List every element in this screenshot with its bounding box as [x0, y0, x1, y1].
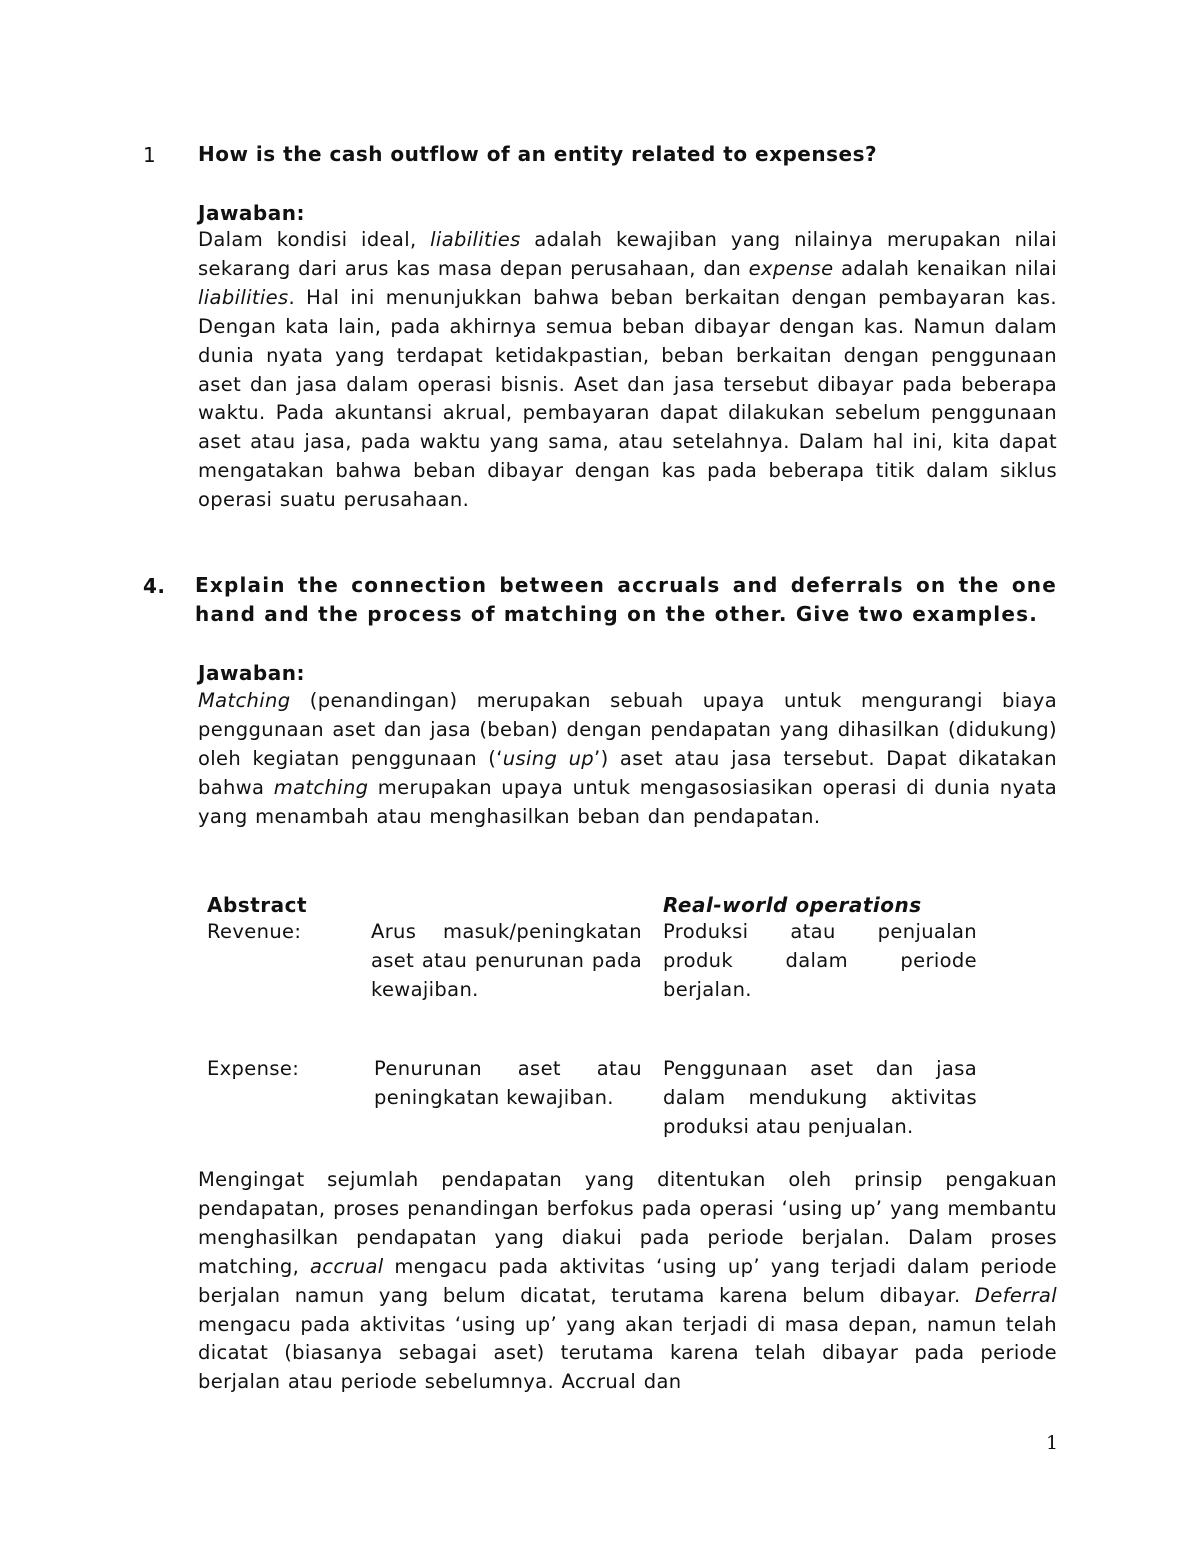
- table-row-expense-label: Expense:: [207, 1057, 300, 1080]
- closing-text: Mengingat sejumlah pendapatan yang ditentukan oleh prinsip pengakuan pendapatan, proses penandingan berfokus pada operasi ‘using up’ yang membantu menghasilkan pendapatan yang diakui pada periode berjalan. Dalam proses matching,: [198, 1168, 1057, 1278]
- table-header-real-world: Real-world operations: [663, 893, 922, 917]
- closing-paragraph: [198, 1166, 1057, 1397]
- answer-text-italic: liabilities: [198, 285, 289, 309]
- question-1-answer: [198, 226, 1057, 515]
- answer-text-italic: liabilities: [430, 228, 521, 251]
- table-header-abstract: Abstract: [207, 893, 308, 917]
- answer-text-italic: using up: [502, 746, 595, 770]
- table-row-revenue-abstract: Arus masuk/peningkatan aset atau penurunan pada kewajiban.: [371, 920, 642, 1001]
- answer-text: (penandingan) merupakan sebuah upaya untuk mengurangi biaya penggunaan aset dan jasa (beban) dengan pendapatan yang dihasilkan (didukung) oleh kegiatan penggunaan (‘: [198, 689, 1057, 770]
- page-number: 1: [1046, 1432, 1059, 1454]
- question-4-answer-label: Jawaban:: [198, 661, 305, 685]
- table-row-expense-abstract: Penurunan aset atau peningkatan kewajiban.: [374, 1057, 642, 1109]
- answer-text: ’) aset atau jasa tersebut. Dapat dikatakan bahwa: [198, 746, 1057, 799]
- table-row-revenue-label: Revenue:: [207, 920, 302, 943]
- closing-text: mengacu pada aktivitas ‘using up’ yang terjadi dalam periode berjalan namun yang belum dicatat, terutama karena belum dibayar.: [198, 1254, 1057, 1307]
- table-row-revenue-real: Produksi atau penjualan produk dalam periode berjalan.: [663, 920, 977, 1001]
- answer-text: merupakan upaya untuk mengasosiasikan operasi di dunia nyata yang menambah atau menghasilkan beban dan pendapatan.: [198, 775, 1058, 828]
- table-row-expense-real: Penggunaan aset dan jasa dalam mendukung aktivitas produksi atau penjualan.: [663, 1057, 977, 1138]
- closing-text-italic: accrual: [309, 1254, 384, 1278]
- question-1-answer-label: Jawaban:: [198, 201, 305, 225]
- question-4-answer: [198, 687, 1057, 832]
- question-1-number: 1: [143, 143, 157, 167]
- closing-text: mengacu pada aktivitas ‘using up’ yang akan terjadi di masa depan, namun telah dicatat (biasanya sebagai aset) terutama karena telah dibayar pada periode berjalan atau periode sebelumnya. Accrual dan: [198, 1312, 1057, 1394]
- answer-text: Dalam kondisi ideal,: [198, 228, 431, 251]
- question-1-title: How is the cash outflow of an entity related to expenses?: [198, 142, 878, 166]
- answer-text: . Hal ini menunjukkan bahwa beban berkaitan dengan pembayaran kas. Dengan kata lain, pada akhirnya semua beban dibayar dengan kas. Namun dalam dunia nyata yang terdapat ketidakpastian, beban berkaitan dengan penggunaan aset dan jasa dalam operasi bisnis. Aset dan jasa tersebut dibayar pada beberapa waktu. Pada akuntansi akrual, pembayaran dapat dilakukan sebelum penggunaan aset atau jasa, pada waktu yang sama, atau setelahnya. Dalam hal ini, kita dapat mengatakan bahwa beban dibayar dengan kas pada beberapa titik dalam siklus operasi suatu perusahaan.: [198, 285, 1057, 512]
- answer-text: adalah kewajiban yang nilainya merupakan nilai sekarang dari arus kas masa depan perusahaan, dan: [198, 228, 1057, 280]
- answer-text-italic: Matching: [198, 689, 291, 712]
- question-4-number: 4.: [143, 574, 166, 598]
- answer-text: adalah kenaikan nilai: [833, 256, 1057, 280]
- answer-text-italic: expense: [748, 256, 834, 280]
- question-4-title: Explain the connection between accruals and deferrals on the one hand and the process of matching on the other. Give two examples.: [195, 573, 1057, 626]
- answer-text-italic: matching: [273, 775, 369, 799]
- closing-text-italic: Deferral: [974, 1283, 1057, 1307]
